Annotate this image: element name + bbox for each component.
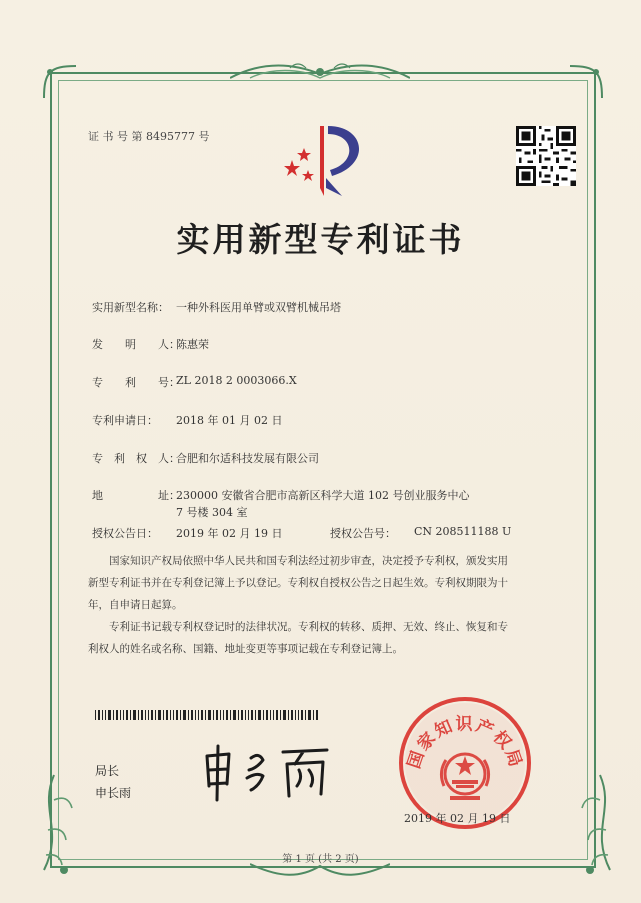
qr-code	[516, 126, 576, 186]
director-title: 局长	[95, 764, 120, 778]
field-label-application-date: 专利申请日：	[92, 414, 158, 427]
field-label-grant-date: 授权公告日：	[92, 527, 158, 540]
seal-date: 2019 年 02 月 19 日	[404, 812, 511, 825]
director-name: 申长雨	[95, 786, 132, 800]
body-paragraph-line: 国家知识产权局依照中华人民共和国专利法经过初步审查，决定授予专利权，颁发实用	[109, 555, 508, 567]
top-ornament	[230, 58, 410, 86]
field-value-address-line1: 230000 安徽省合肥市高新区科学大道 102 号创业服务中心	[176, 489, 470, 502]
field-label-address: 地 址：	[92, 489, 180, 502]
corner-ornament-top-right	[566, 62, 606, 102]
field-value-inventor: 陈惠荣	[176, 338, 209, 351]
body-paragraph-line: 新型专利证书并在专利登记簿上予以登记。专利权自授权公告之日起生效。专利权期限为十	[88, 577, 508, 589]
page-number: 第 1 页 (共 2 页)	[282, 854, 359, 865]
field-label-utility-model-name: 实用新型名称：	[92, 301, 169, 314]
field-label-grant-publication-number: 授权公告号：	[330, 527, 396, 540]
field-value-application-date: 2018 年 01 月 02 日	[176, 414, 283, 427]
field-value-grant-date: 2019 年 02 月 19 日	[176, 527, 283, 540]
body-paragraph-line: 利权人的姓名或名称、国籍、地址变更等事项记载在专利登记簿上。	[88, 643, 403, 655]
body-paragraph-line: 年，自申请日起算。	[88, 599, 183, 611]
field-value-grant-publication-number: CN 208511188 U	[414, 525, 512, 538]
svg-text:国家知识产权局: 国家知识产权局	[404, 714, 526, 772]
field-label-patent-number: 专 利 号：	[92, 376, 180, 389]
field-label-patentee: 专 利 权 人：	[92, 452, 180, 465]
director-signature	[195, 740, 335, 805]
certificate-number: 证 书 号 第 8495777 号	[88, 130, 210, 143]
field-value-utility-model-name: 一种外科医用单臂或双臂机械吊塔	[176, 301, 341, 314]
field-value-patent-number: ZL 2018 2 0003066.X	[176, 374, 297, 387]
field-value-address-line2: 7 号楼 304 室	[176, 506, 248, 519]
corner-ornament-top-left	[40, 62, 80, 102]
barcode	[95, 710, 320, 720]
body-paragraph-line: 专利证书记载专利权登记时的法律状况。专利权的转移、质押、无效、终止、恢复和专	[109, 621, 508, 633]
patent-office-logo	[280, 118, 380, 198]
field-label-inventor: 发 明 人：	[92, 338, 180, 351]
field-value-patentee: 合肥和尔适科技发展有限公司	[176, 452, 319, 465]
certificate-title: 实用新型专利证书	[176, 220, 465, 259]
